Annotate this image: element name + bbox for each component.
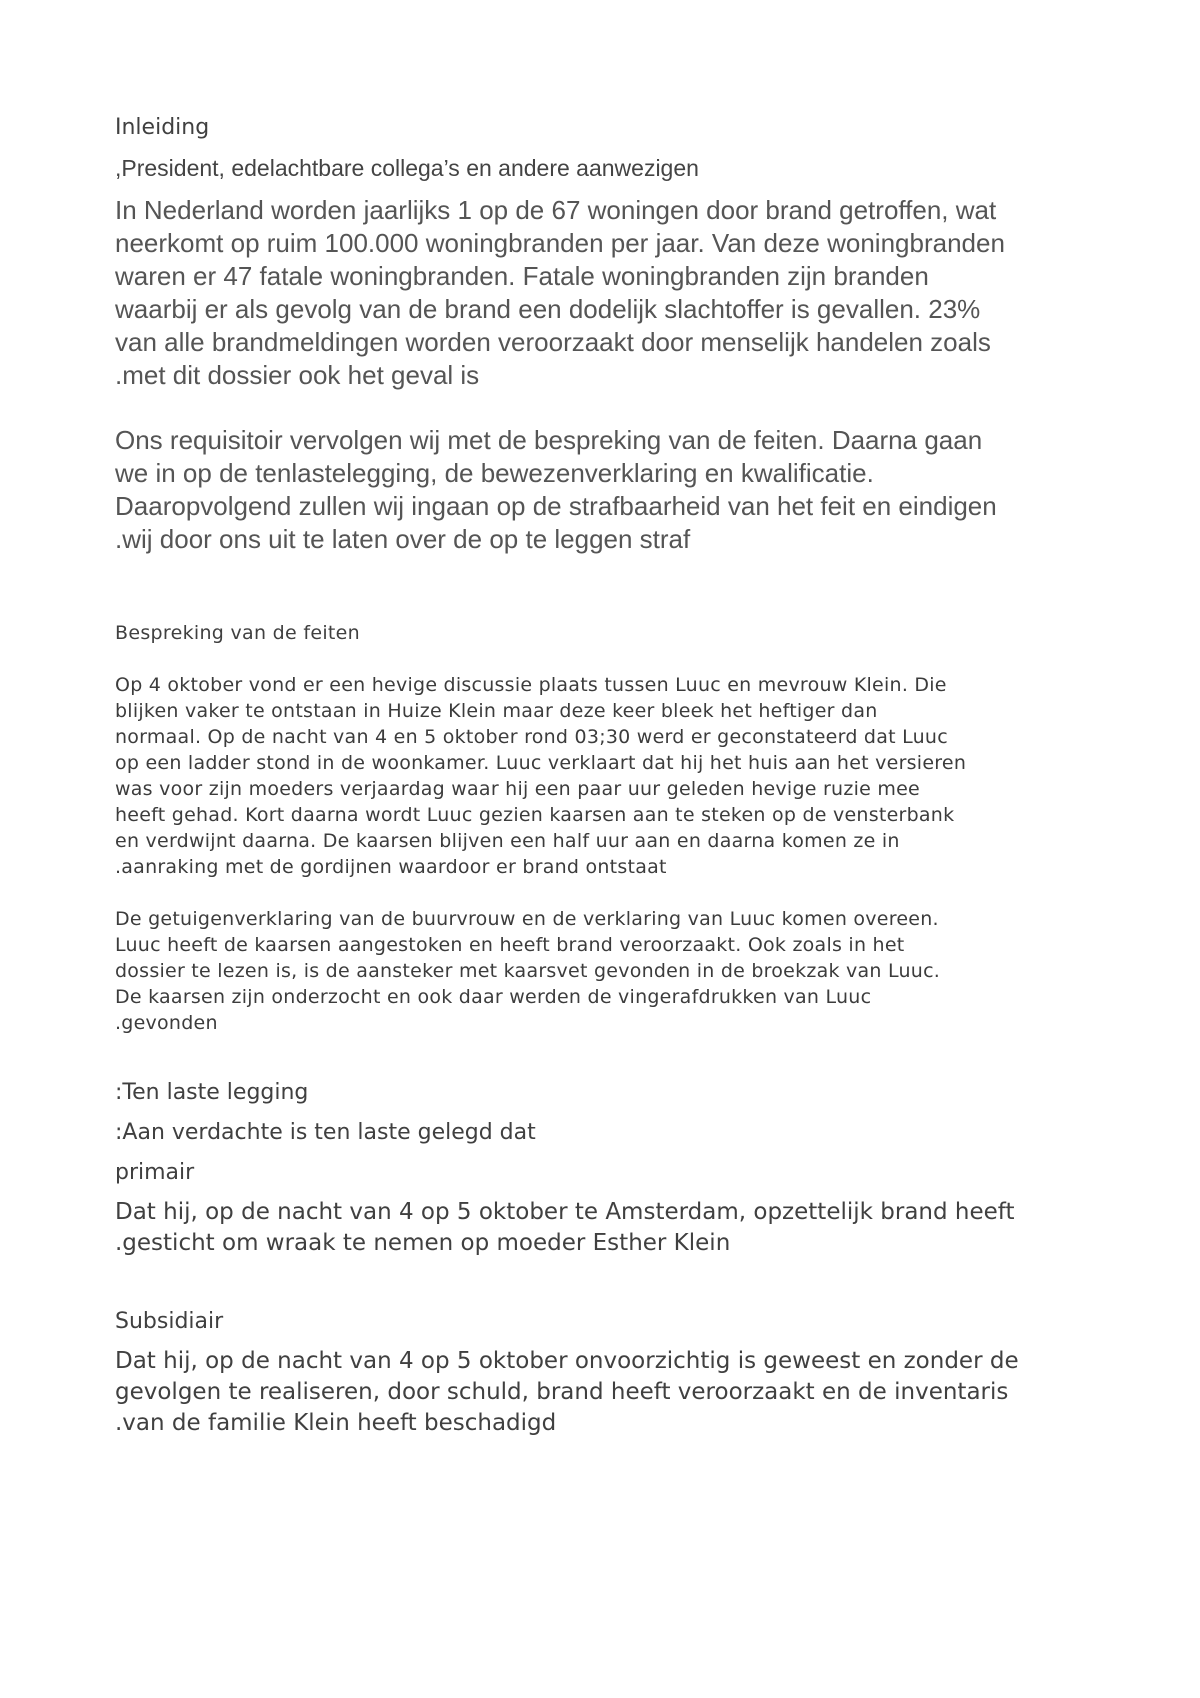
paragraph-line: normaal. Op de nacht van 4 en 5 oktober rond 03;30 werd er geconstateerd dat Luuc (115, 726, 948, 748)
primair-text (115, 1197, 1095, 1259)
salutation (115, 153, 1095, 183)
paragraph-line: Ons requisitoir vervolgen wij met de bespreking van de feiten. Daarna gaan (115, 425, 983, 455)
subsidiair-label (115, 1307, 1095, 1337)
paragraph-line: was voor zijn moeders verjaardag waar hij een paar uur geleden hevige ruzie mee (115, 778, 920, 800)
paragraph-line: Dat hij, op de nacht van 4 op 5 oktober te Amsterdam, opzettelijk brand heeft (115, 1199, 1015, 1225)
salutation-text: ,President, edelachtbare collega’s en andere aanwezigen (115, 155, 699, 181)
paragraph-line: we in op de tenlastelegging, de bewezenverklaring en kwalificatie. (115, 458, 874, 488)
paragraph-line: op een ladder stond in de woonkamer. Luuc verklaart dat hij het huis aan het versieren (115, 752, 967, 774)
paragraph-line: waren er 47 fatale woningbranden. Fatale woningbranden zijn branden (115, 261, 929, 291)
paragraph-line: neerkomt op ruim 100.000 woningbranden per jaar. Van deze woningbranden (115, 228, 1005, 258)
paragraph-line: Op 4 oktober vond er een hevige discussie plaats tussen Luuc en mevrouw Klein. Die (115, 674, 947, 696)
heading-text: Inleiding (115, 115, 210, 140)
paragraph-line: dossier te lezen is, is de aansteker met kaarsvet gevonden in de broekzak van Luuc. (115, 960, 941, 982)
section-heading-feiten (115, 620, 1095, 646)
paragraph-line: heeft gehad. Kort daarna wordt Luuc gezien kaarsen aan te steken op de vensterbank (115, 804, 955, 826)
paragraph-line: De kaarsen zijn onderzocht en ook daar werden de vingerafdrukken van Luuc (115, 986, 872, 1008)
subsidiair-text (115, 1346, 1095, 1439)
paragraph-line: Luuc heeft de kaarsen aangestoken en heeft brand veroorzaakt. Ook zoals in het (115, 934, 905, 956)
paragraph-line: waarbij er als gevolg van de brand een dodelijk slachtoffer is gevallen. 23% (115, 294, 981, 324)
paragraph-line: .van de familie Klein heeft beschadigd (115, 1410, 557, 1436)
section-heading-tenlastelegging (115, 1078, 1095, 1108)
paragraph-line: en verdwijnt daarna. De kaarsen blijven een half uur aan en daarna komen ze in (115, 830, 900, 852)
charge-intro-text: :Aan verdachte is ten laste gelegd dat (115, 1120, 536, 1145)
subsidiair-label-text: Subsidiair (115, 1309, 224, 1334)
primair-label-text: primair (115, 1160, 195, 1185)
paragraph-line: .wij door ons uit te laten over de op te leggen straf (115, 524, 691, 554)
feiten-paragraph-1 (115, 672, 1095, 880)
paragraph-line: .gesticht om wraak te nemen op moeder Esther Klein (115, 1230, 731, 1256)
paragraph-line: .met dit dossier ook het geval is (115, 360, 480, 390)
section-heading-inleiding (115, 113, 1095, 143)
intro-paragraph-2 (115, 424, 1095, 556)
paragraph-line: .gevonden (115, 1012, 218, 1034)
paragraph-line: van alle brandmeldingen worden veroorzaakt door menselijk handelen zoals (115, 327, 991, 357)
primair-label (115, 1158, 1095, 1188)
paragraph-line: gevolgen te realiseren, door schuld, brand heeft veroorzaakt en de inventaris (115, 1379, 1009, 1405)
paragraph-line: In Nederland worden jaarlijks 1 op de 67 woningen door brand getroffen, wat (115, 195, 997, 225)
heading-text: Bespreking van de feiten (115, 622, 360, 644)
paragraph-line: De getuigenverklaring van de buurvrouw en de verklaring van Luuc komen overeen. (115, 908, 939, 930)
paragraph-line: .aanraking met de gordijnen waardoor er brand ontstaat (115, 856, 667, 878)
paragraph-line: Daaropvolgend zullen wij ingaan op de strafbaarheid van het feit en eindigen (115, 491, 997, 521)
paragraph-line: Dat hij, op de nacht van 4 op 5 oktober onvoorzichtig is geweest en zonder de (115, 1348, 1019, 1374)
heading-text: :Ten laste legging (115, 1080, 309, 1105)
intro-paragraph-1 (115, 194, 1095, 392)
feiten-paragraph-2 (115, 906, 1095, 1036)
charge-intro (115, 1118, 1095, 1148)
paragraph-line: blijken vaker te ontstaan in Huize Klein maar deze keer bleek het heftiger dan (115, 700, 878, 722)
